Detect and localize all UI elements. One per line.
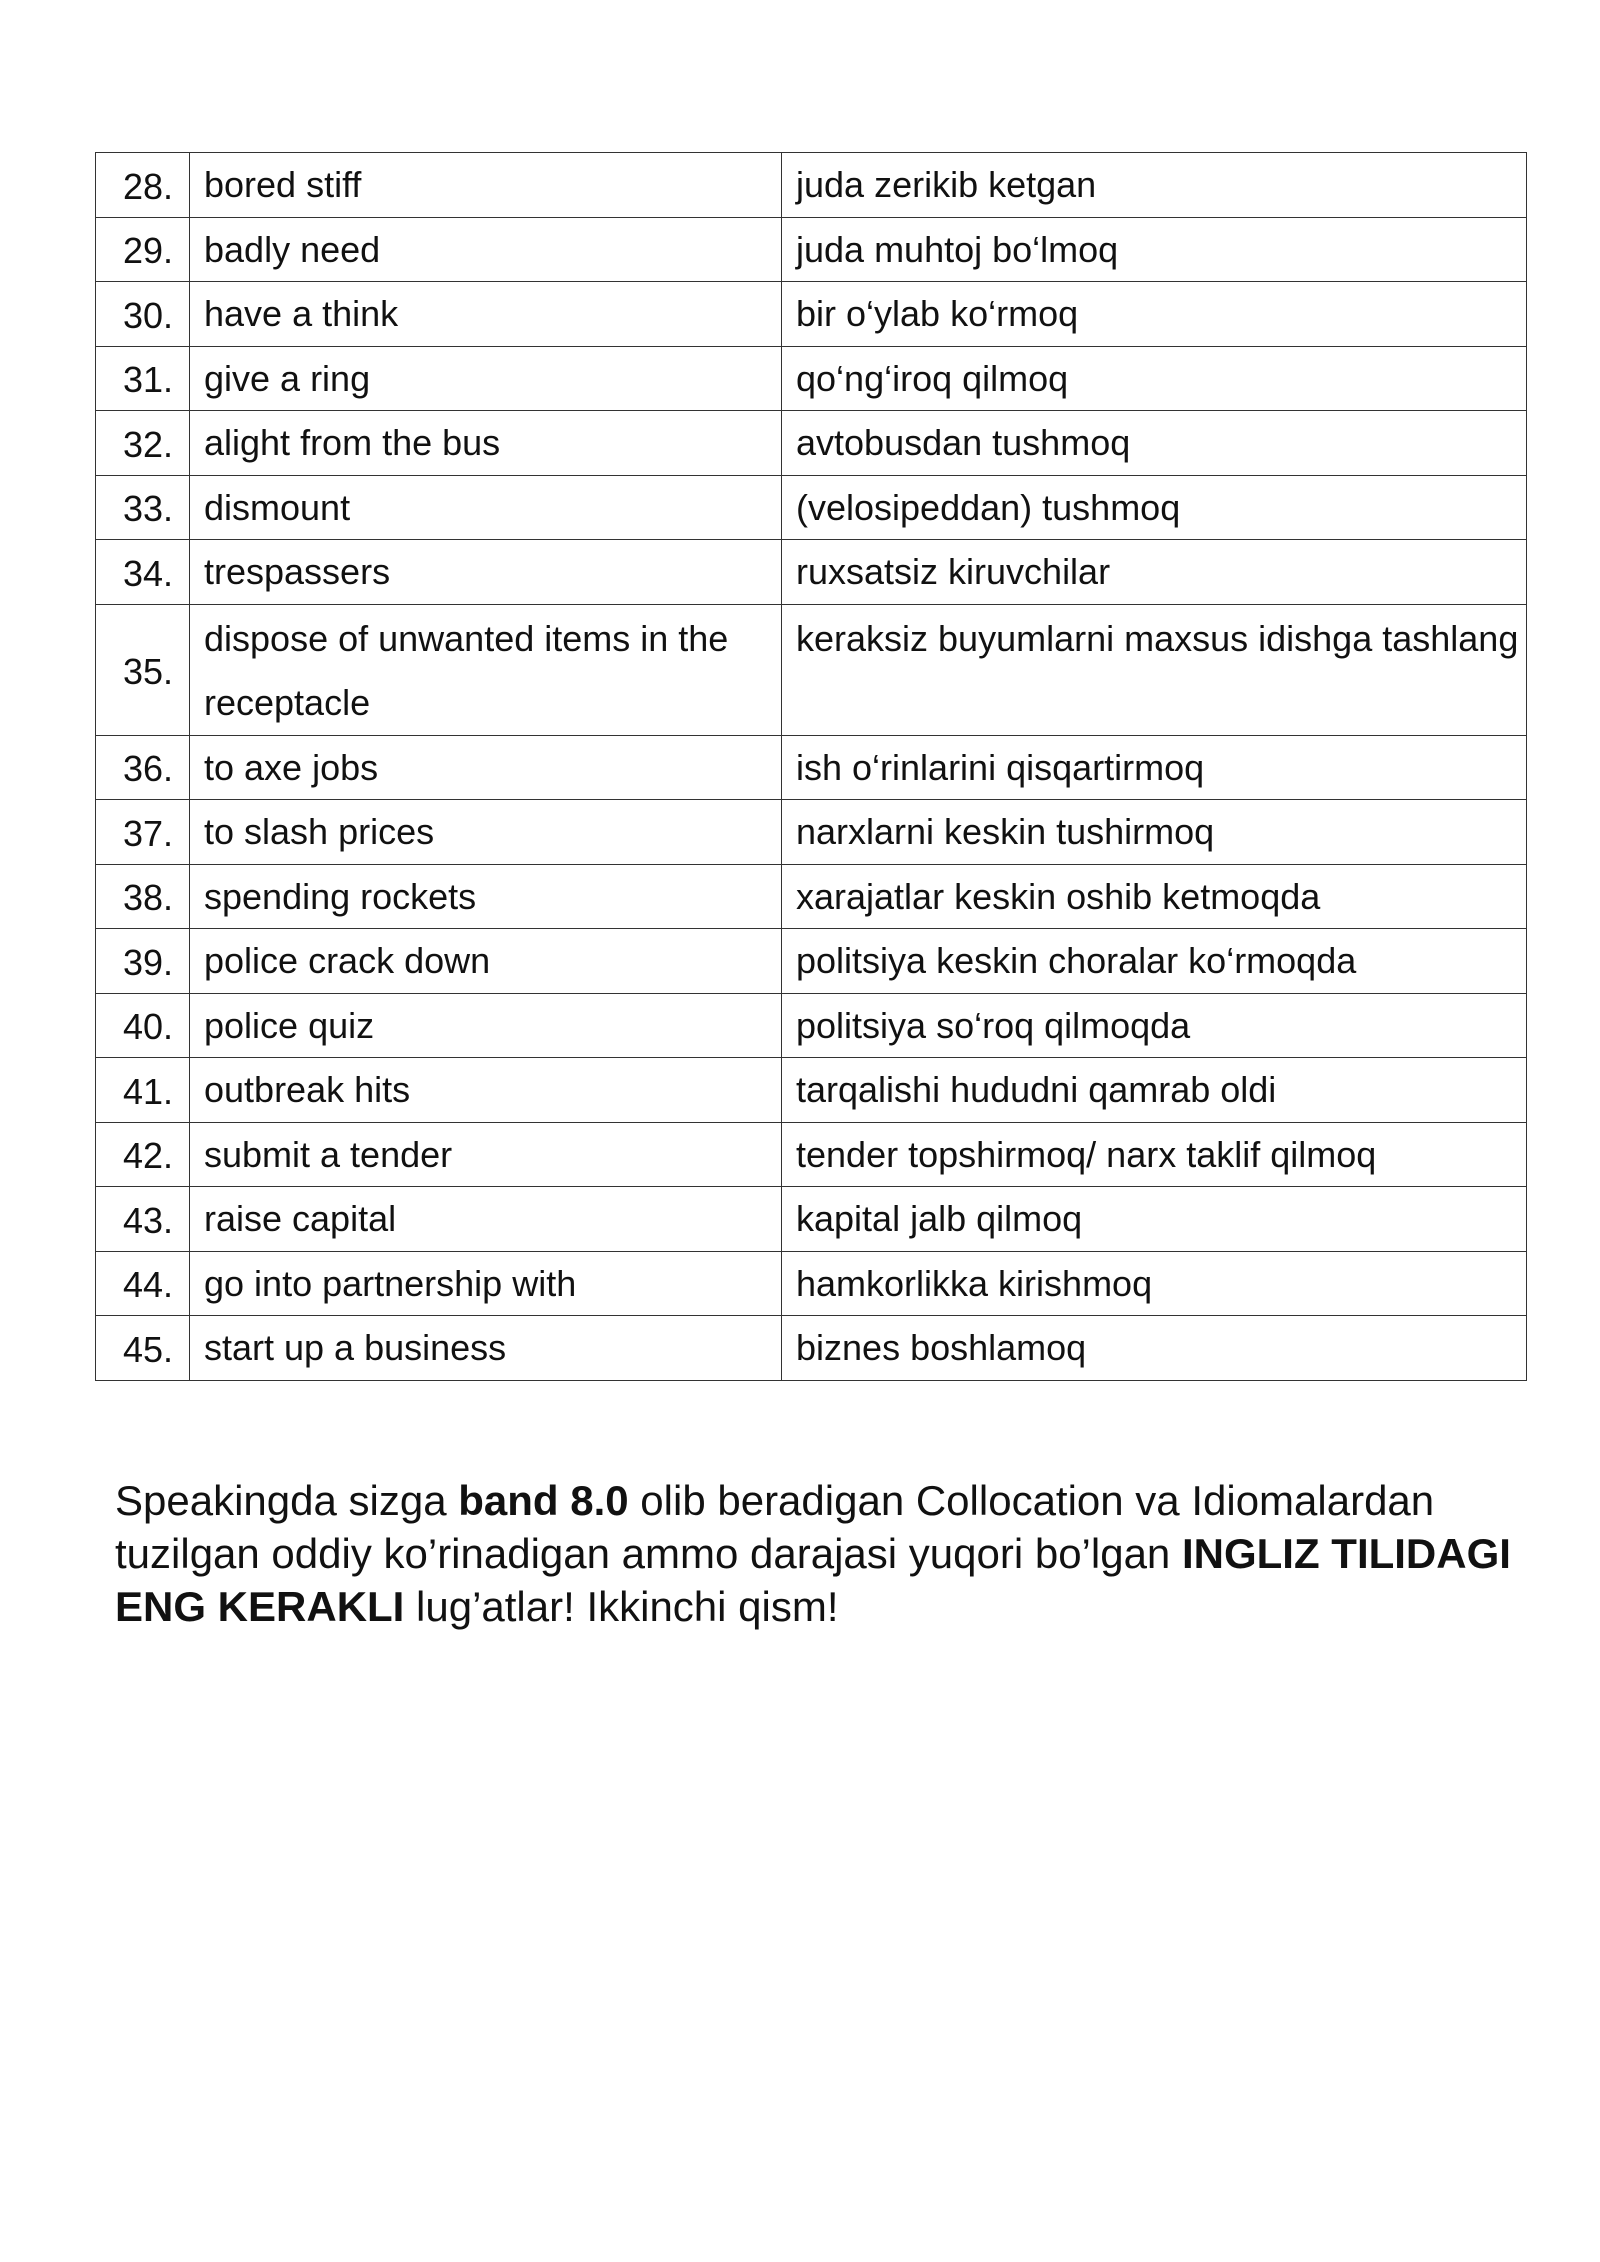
- note-text-3: lug’atlar! Ikkinchi qism!: [404, 1583, 839, 1630]
- english-phrase: have a think: [190, 282, 782, 347]
- english-phrase: trespassers: [190, 540, 782, 605]
- uzbek-translation: narxlarni keskin tushirmoq: [782, 800, 1527, 865]
- row-number: 40.: [96, 993, 190, 1058]
- table-row: [96, 1251, 1527, 1316]
- table-row: [96, 411, 1527, 476]
- english-phrase: go into partnership with: [190, 1251, 782, 1316]
- row-number: 28.: [96, 153, 190, 218]
- row-number: 31.: [96, 346, 190, 411]
- table-row: [96, 1058, 1527, 1123]
- table-row: [96, 475, 1527, 540]
- row-number: 39.: [96, 929, 190, 994]
- english-phrase: to slash prices: [190, 800, 782, 865]
- uzbek-translation: xarajatlar keskin oshib ketmoqda: [782, 864, 1527, 929]
- english-phrase: police quiz: [190, 993, 782, 1058]
- row-number: 37.: [96, 800, 190, 865]
- uzbek-translation: politsiya so‘roq qilmoqda: [782, 993, 1527, 1058]
- table-row: [96, 929, 1527, 994]
- english-phrase: raise capital: [190, 1187, 782, 1252]
- table-row: [96, 346, 1527, 411]
- english-phrase: outbreak hits: [190, 1058, 782, 1123]
- vocabulary-table: [95, 152, 1527, 1381]
- english-phrase: bored stiff: [190, 153, 782, 218]
- english-phrase: start up a business: [190, 1316, 782, 1381]
- row-number: 38.: [96, 864, 190, 929]
- english-phrase: dismount: [190, 475, 782, 540]
- uzbek-translation: politsiya keskin choralar ko‘rmoqda: [782, 929, 1527, 994]
- row-number: 35.: [96, 604, 190, 735]
- uzbek-translation: hamkorlikka kirishmoq: [782, 1251, 1527, 1316]
- english-phrase: dispose of unwanted items in the receptacle: [190, 604, 782, 735]
- table-row: [96, 217, 1527, 282]
- uzbek-translation: bir o‘ylab ko‘rmoq: [782, 282, 1527, 347]
- table-row: [96, 153, 1527, 218]
- table-row: [96, 993, 1527, 1058]
- english-phrase: spending rockets: [190, 864, 782, 929]
- row-number: 43.: [96, 1187, 190, 1252]
- note-text-1: Speakingda sizga: [115, 1477, 459, 1524]
- english-phrase: alight from the bus: [190, 411, 782, 476]
- table-row: [96, 540, 1527, 605]
- uzbek-translation: qo‘ng‘iroq qilmoq: [782, 346, 1527, 411]
- table-row: [96, 800, 1527, 865]
- row-number: 32.: [96, 411, 190, 476]
- note-highlight: INGLIZ TILIDAGI ENG KERAKLI: [115, 1530, 1511, 1630]
- row-number: 45.: [96, 1316, 190, 1381]
- uzbek-translation: kapital jalb qilmoq: [782, 1187, 1527, 1252]
- uzbek-translation: biznes boshlamoq: [782, 1316, 1527, 1381]
- table-row: [96, 1316, 1527, 1381]
- promo-note: [115, 1474, 1535, 1633]
- table-row: [96, 1187, 1527, 1252]
- english-phrase: badly need: [190, 217, 782, 282]
- english-phrase: police crack down: [190, 929, 782, 994]
- english-phrase: submit a tender: [190, 1122, 782, 1187]
- table-row: [96, 1122, 1527, 1187]
- uzbek-translation: juda muhtoj bo‘lmoq: [782, 217, 1527, 282]
- row-number: 42.: [96, 1122, 190, 1187]
- table-row: [96, 864, 1527, 929]
- english-phrase: give a ring: [190, 346, 782, 411]
- uzbek-translation: ruxsatsiz kiruvchilar: [782, 540, 1527, 605]
- table-row: [96, 282, 1527, 347]
- table-row: [96, 604, 1527, 735]
- uzbek-translation: tender topshirmoq/ narx taklif qilmoq: [782, 1122, 1527, 1187]
- table-row: [96, 735, 1527, 800]
- row-number: 36.: [96, 735, 190, 800]
- row-number: 44.: [96, 1251, 190, 1316]
- uzbek-translation: ish o‘rinlarini qisqartirmoq: [782, 735, 1527, 800]
- row-number: 34.: [96, 540, 190, 605]
- uzbek-translation: juda zerikib ketgan: [782, 153, 1527, 218]
- note-band-score: band 8.0: [458, 1477, 629, 1524]
- row-number: 41.: [96, 1058, 190, 1123]
- row-number: 33.: [96, 475, 190, 540]
- row-number: 29.: [96, 217, 190, 282]
- vocabulary-table-body: [96, 153, 1527, 1381]
- uzbek-translation: (velosipeddan) tushmoq: [782, 475, 1527, 540]
- row-number: 30.: [96, 282, 190, 347]
- note-text-2: olib beradigan Collocation va Idiomalardan tuzilgan oddiy ko’rinadigan ammo darajasi yuqori bo’lgan: [115, 1477, 1435, 1577]
- uzbek-translation: avtobusdan tushmoq: [782, 411, 1527, 476]
- uzbek-translation: keraksiz buyumlarni maxsus idishga tashlang: [782, 604, 1527, 735]
- english-phrase: to axe jobs: [190, 735, 782, 800]
- uzbek-translation: tarqalishi hududni qamrab oldi: [782, 1058, 1527, 1123]
